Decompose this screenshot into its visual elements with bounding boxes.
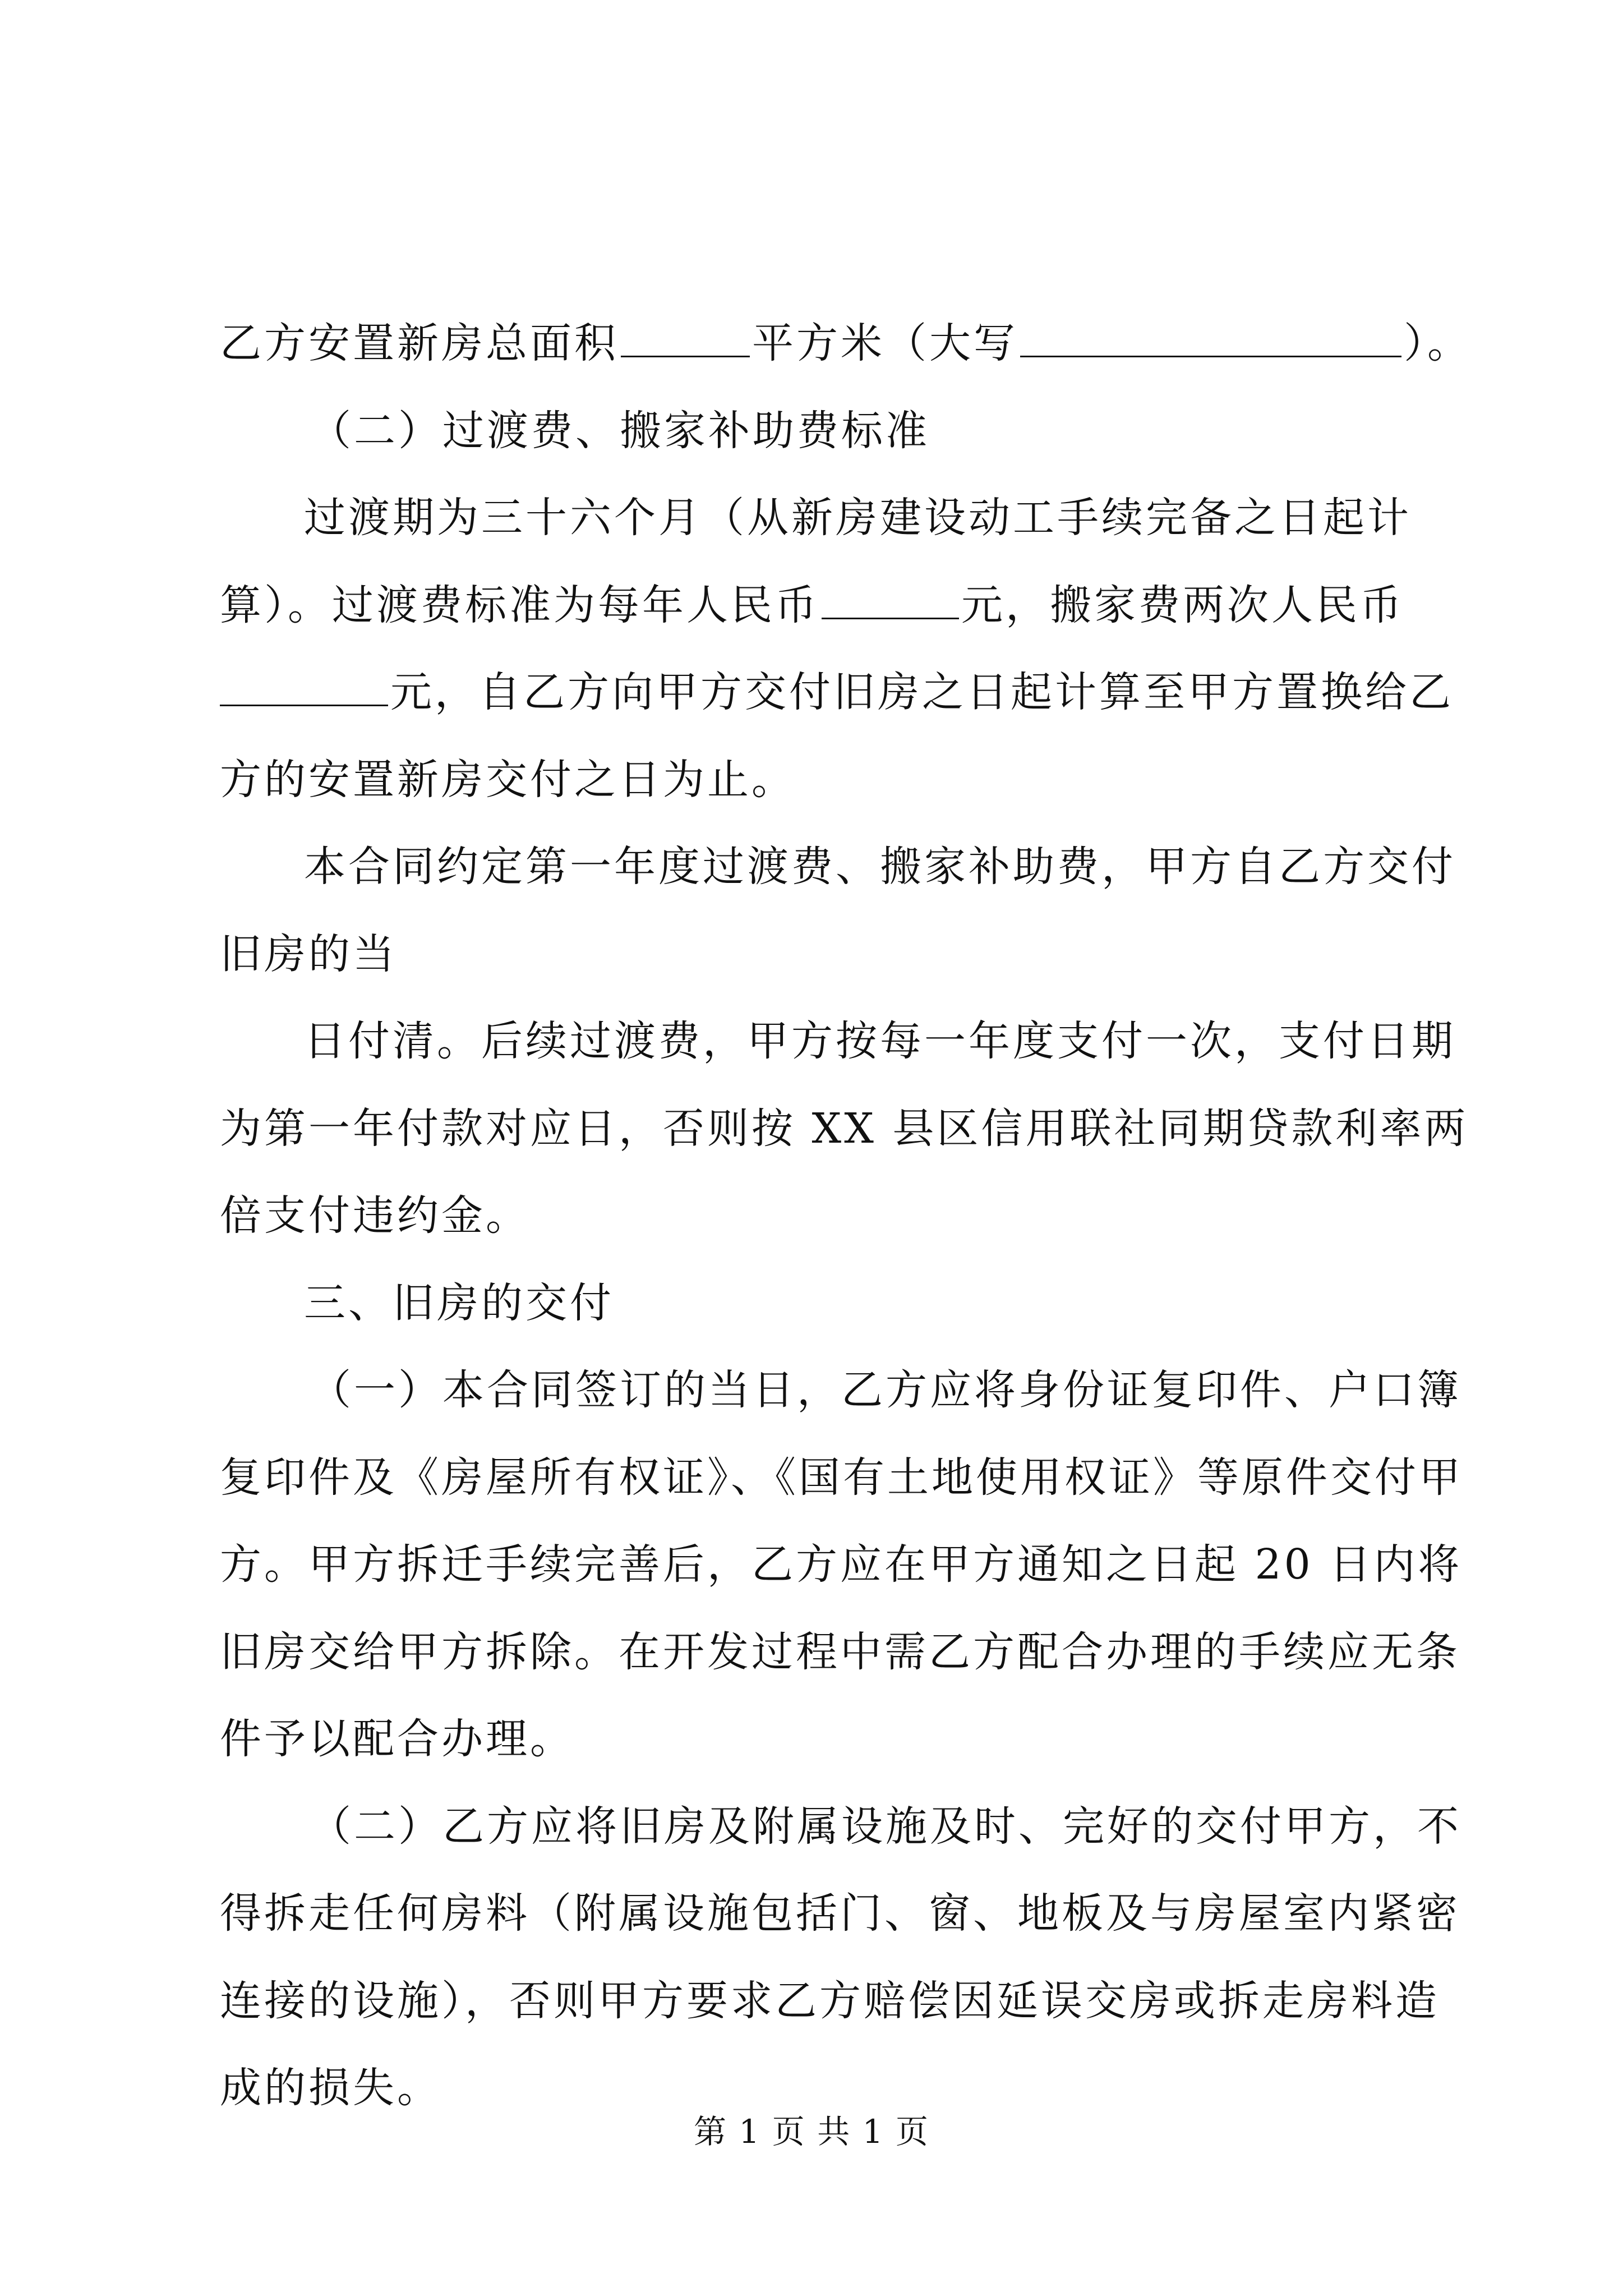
blank-moving-fee-field bbox=[220, 667, 388, 706]
paragraph-line: 方的安置新房交付之日为止。 bbox=[220, 755, 796, 804]
paragraph-line: 件予以配合办理。 bbox=[220, 1715, 574, 1763]
paragraph-line bbox=[220, 300, 1472, 388]
paragraph-line: 本合同约定第一年度过渡费、搬家补助费，甲方自乙方交付 bbox=[304, 843, 1456, 891]
section-heading: （二）过渡费、搬家补助费标准 bbox=[310, 406, 930, 455]
document-body bbox=[220, 300, 1472, 2132]
paragraph-line: 成的损失。 bbox=[220, 2064, 441, 2112]
text-segment: ）。 bbox=[1404, 319, 1472, 367]
text-segment: 元，自乙方向甲方交付旧房之日起计算至甲方置换给乙 bbox=[390, 668, 1454, 716]
paragraph-line bbox=[220, 649, 1454, 737]
paragraph-line: 过渡期为三十六个月（从新房建设动工手续完备之日起计 bbox=[304, 494, 1412, 542]
text-segment: 元，搬家费两次人民币 bbox=[961, 581, 1404, 629]
blank-transition-fee-field bbox=[822, 580, 959, 619]
paragraph-line bbox=[220, 562, 1420, 650]
paragraph-line: 复印件及《房屋所有权证》、《国有土地使用权证》等原件交付甲 bbox=[220, 1453, 1463, 1502]
paragraph-line: （二）乙方应将旧房及附属设施及时、完好的交付甲方，不 bbox=[310, 1802, 1461, 1851]
text-segment: 乙方安置新房总面积 bbox=[220, 319, 619, 367]
section-heading: 三、旧房的交付 bbox=[304, 1278, 614, 1327]
paragraph-line: 旧房交给甲方拆除。在开发过程中需乙方配合办理的手续应无条 bbox=[220, 1627, 1460, 1676]
blank-area-field bbox=[621, 318, 750, 357]
text-segment: 算）。过渡费标准为每年人民币 bbox=[220, 581, 819, 629]
text-segment: 平方米（大写 bbox=[752, 319, 1018, 367]
paragraph-line: 倍支付违约金。 bbox=[220, 1191, 530, 1240]
page-number-footer: 第 1 页 共 1 页 bbox=[694, 2113, 929, 2151]
paragraph-line: 日付清。后续过渡费，甲方按每一年度支付一次，支付日期 bbox=[304, 1017, 1456, 1065]
paragraph-line: 方。甲方拆迁手续完善后，乙方应在甲方通知之日起 20 日内将 bbox=[220, 1540, 1463, 1589]
paragraph-line: （一）本合同签订的当日，乙方应将身份证复印件、户口簿 bbox=[310, 1366, 1461, 1414]
paragraph-line: 为第一年付款对应日，否则按 XX 县区信用联社同期贷款利率两 bbox=[220, 1104, 1469, 1153]
paragraph-line: 连接的设施），否则甲方要求乙方赔偿因延误交房或拆走房料造 bbox=[220, 1976, 1440, 2025]
blank-area-uppercase-field bbox=[1020, 318, 1401, 357]
paragraph-line: 旧房的当 bbox=[220, 930, 397, 978]
paragraph-line: 得拆走任何房料（附属设施包括门、窗、地板及与房屋室内紧密 bbox=[220, 1889, 1460, 1938]
